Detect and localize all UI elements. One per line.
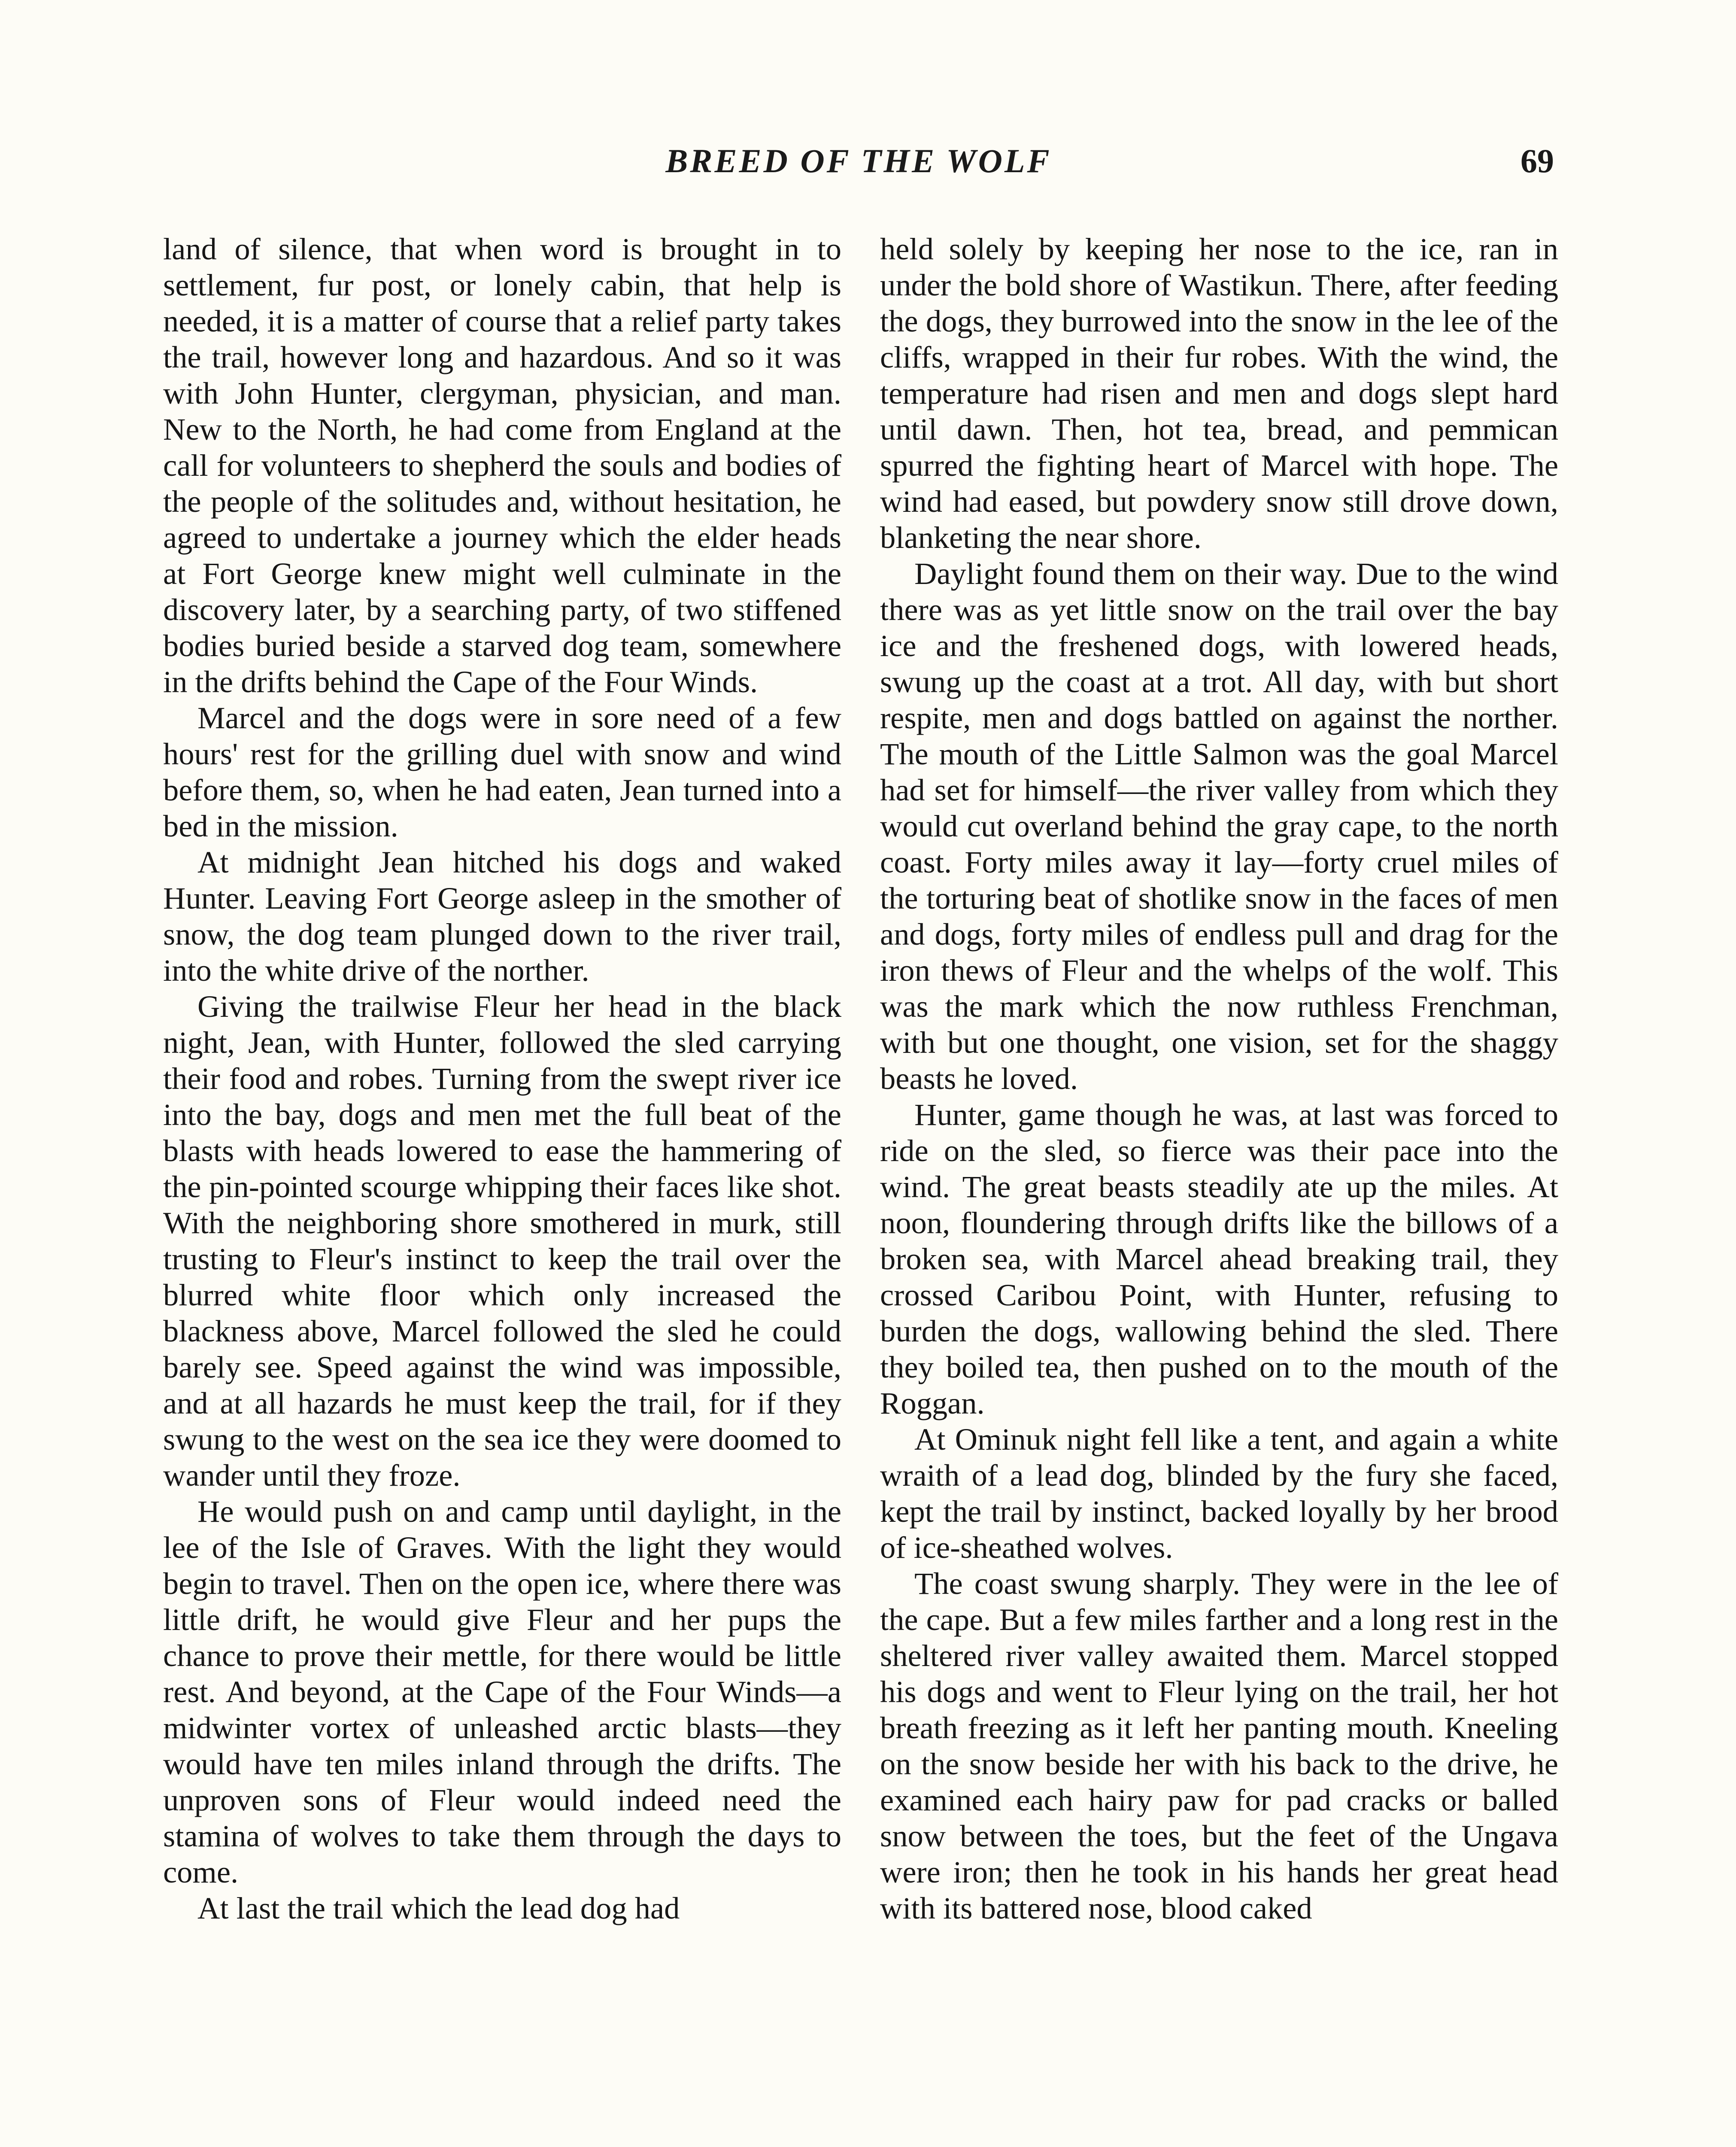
- paragraph: Marcel and the dogs were in sore need of a few hours' rest for the grilling duel with snow and wind before them, so, when he had eaten, Jean turned into a bed in the mission.: [163, 700, 841, 843]
- paragraph: Hunter, game though he was, at last was forced to ride on the sled, so fierce was their pace into the wind. The great beasts steadily ate up the miles. At noon, floundering through drifts like the billows of a broken sea, with Marcel ahead breaking trail, they crossed Caribou Point, with Hunter, refusing to burden the dogs, wallowing behind the sled. There they boiled tea, then pushed on to the mouth of the Roggan.: [880, 1097, 1558, 1420]
- left-column: [163, 231, 841, 1926]
- paragraph: held solely by keeping her nose to the ice, ran in under the bold shore of Wastikun. There, after feeding the dogs, they burrowed into the snow in the lee of the cliffs, wrapped in their fur robes. With the wind, the temperature had risen and men and dogs slept hard until dawn. Then, hot tea, bread, and pemmican spurred the fighting heart of Marcel with hope. The wind had eased, but powdery snow still drove down, blanketing the near shore.: [880, 231, 1558, 555]
- paragraph: At last the trail which the lead dog had: [197, 1891, 680, 1925]
- paragraph: land of silence, that when word is brought in to settlement, fur post, or lonely cabin, that help is needed, it is a matter of course that a relief party takes the trail, however long and hazardous. And so it was with John Hunter, clergyman, physician, and man. New to the North, he had come from England at the call for volunteers to shepherd the souls and bodies of the people of the solitudes and, without hesitation, he agreed to undertake a journey which the elder heads at Fort George knew might well culminate in the discovery later, by a searching party, of two stiffened bodies buried beside a starved dog team, somewhere in the drifts behind the Cape of the Four Winds.: [163, 231, 841, 699]
- paragraph: At midnight Jean hitched his dogs and waked Hunter. Leaving Fort George asleep in the smother of snow, the dog team plunged down to the river trail, into the white drive of the norther.: [163, 845, 841, 988]
- paragraph: He would push on and camp until daylight, in the lee of the Isle of Graves. With the light they would begin to travel. Then on the open ice, where there was little drift, he would give Fleur and her pups the chance to prove their mettle, for there would be little rest. And beyond, at the Cape of the Four Winds—a midwinter vortex of unleashed arctic blasts—they would have ten miles inland through the drifts. The unproven sons of Fleur would indeed need the stamina of wolves to take them through the days to come.: [163, 1494, 841, 1889]
- paragraph: The coast swung sharply. They were in the lee of the cape. But a few miles farther and a long rest in the sheltered river valley awaited them. Marcel stopped his dogs and went to Fleur lying on the trail, her hot breath freezing as it left her panting mouth. Kneeling on the snow beside her with his back to the drive, he examined each hairy paw for pad cracks or balled snow between the toes, but the feet of the Ungava were iron; then he took in his hands her great head with its battered nose, blood caked: [880, 1566, 1558, 1925]
- page-header: [163, 142, 1554, 202]
- running-head: BREED OF THE WOLF: [665, 142, 1052, 179]
- paragraph: Giving the trailwise Fleur her head in the black night, Jean, with Hunter, followed the sled carrying their food and robes. Turning from the swept river ice into the bay, dogs and men met the full beat of the blasts with heads lowered to ease the hammering of the pin-pointed scourge whipping their faces like shot. With the neighboring shore smothered in murk, still trusting to Fleur's instinct to keep the trail over the blurred white floor which only increased the blackness above, Marcel followed the sled he could barely see. Speed against the wind was impossible, and at all hazards he must keep the trail, for if they swung to the west on the sea ice they were doomed to wander until they froze.: [163, 989, 841, 1493]
- right-column: [880, 231, 1558, 1926]
- paragraph: At Ominuk night fell like a tent, and again a white wraith of a lead dog, blinded by the fury she faced, kept the trail by instinct, backed loyally by her brood of ice-sheathed wolves.: [880, 1422, 1558, 1565]
- paragraph: Daylight found them on their way. Due to the wind there was as yet little snow on the trail over the bay ice and the freshened dogs, with lowered heads, swung up the coast at a trot. All day, with but short respite, men and dogs battled on against the norther. The mouth of the Little Salmon was the goal Marcel had set for himself—the river valley from which they would cut overland behind the gray cape, to the north coast. Forty miles away it lay—forty cruel miles of the torturing beat of shotlike snow in the faces of men and dogs, forty miles of endless pull and drag for the iron thews of Fleur and the whelps of the wolf. This was the mark which the now ruthless Frenchman, with but one thought, one vision, set for the shaggy beasts he loved.: [880, 556, 1558, 1096]
- page-number: 69: [1521, 142, 1554, 179]
